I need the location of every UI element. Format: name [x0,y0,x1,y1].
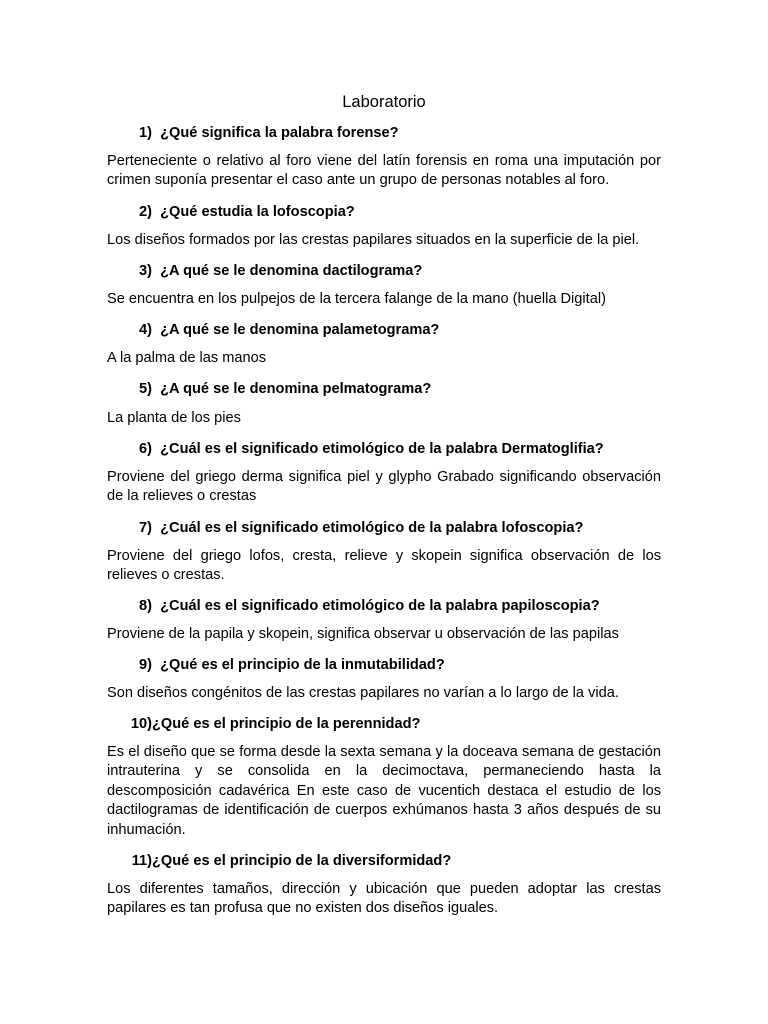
question-8 [107,596,667,616]
question-11 [107,851,667,871]
answer-5: La planta de los pies [107,410,241,426]
question-number: 6) [139,441,152,457]
question-number: 9) [139,657,152,673]
question-number: 3) [139,263,152,279]
question-number: 5) [139,381,152,397]
question-text: ¿A qué se le denomina dactilograma? [160,263,423,279]
answer-3: Se encuentra en los pulpejos de la tercera falange de la mano (huella Digital) [107,291,606,307]
question-text: ¿Qué es el principio de la perennidad? [152,716,421,732]
answer-2: Los diseños formados por las crestas papilares situados en la superficie de la piel. [107,232,640,248]
question-text: ¿Qué es el principio de la inmutabilidad? [160,657,445,673]
answer-10: Es el diseño que se forma desde la sexta semana y la doceava semana de gestación intrauterina y se consolida en la decimoctava, permaneciendo hasta la descomposición cadavérica En este caso de vucentich destaca el estudio de los dactilogramas de identificación de cuerpos exhúmanos hasta 3 años después de su inhumación. [107,744,661,838]
question-text: ¿Cuál es el significado etimológico de la palabra Dermatoglifia? [160,441,604,457]
answer-9: Son diseños congénitos de las crestas papilares no varían a lo largo de la vida. [107,685,619,701]
question-5 [107,379,667,399]
question-text: ¿A qué se le denomina pelmatograma? [160,381,432,397]
question-text: ¿Qué estudia la lofoscopia? [160,204,355,220]
question-text: ¿Qué significa la palabra forense? [160,125,399,141]
question-text: ¿Qué es el principio de la diversiformidad? [152,853,452,869]
answer-8: Proviene de la papila y skopein, significa observar u observación de las papilas [107,626,619,642]
answer-4: A la palma de las manos [107,350,266,366]
question-3 [107,261,667,281]
answer-7: Proviene del griego lofos, cresta, relieve y skopein significa observación de los relieves o crestas. [107,548,661,584]
question-9 [107,655,667,675]
question-number: 10) [130,716,152,732]
question-2 [107,202,667,222]
page-title: Laboratorio [342,93,426,111]
question-4 [107,320,667,340]
question-number: 1) [139,125,152,141]
question-number: 11) [131,853,152,869]
question-text: ¿Cuál es el significado etimológico de la palabra papiloscopia? [160,598,600,614]
question-number: 2) [139,204,152,220]
question-10 [107,714,667,734]
answer-6: Proviene del griego derma significa piel y glypho Grabado significando observación de la relieves o crestas [107,469,661,505]
question-number: 7) [139,520,152,536]
question-text: ¿Cuál es el significado etimológico de la palabra lofoscopia? [160,520,584,536]
question-text: ¿A qué se le denomina palametograma? [160,322,440,338]
answer-11: Los diferentes tamaños, dirección y ubicación que pueden adoptar las crestas papilares es tan profusa que no existen dos diseños iguales. [107,881,661,917]
question-number: 8) [139,598,152,614]
answer-1: Perteneciente o relativo al foro viene del latín forensis en roma una imputación por crimen suponía presentar el caso ante un grupo de personas notables al foro. [107,153,661,189]
question-6 [107,439,667,459]
question-number: 4) [139,322,152,338]
question-1 [107,123,667,143]
question-7 [107,518,667,538]
